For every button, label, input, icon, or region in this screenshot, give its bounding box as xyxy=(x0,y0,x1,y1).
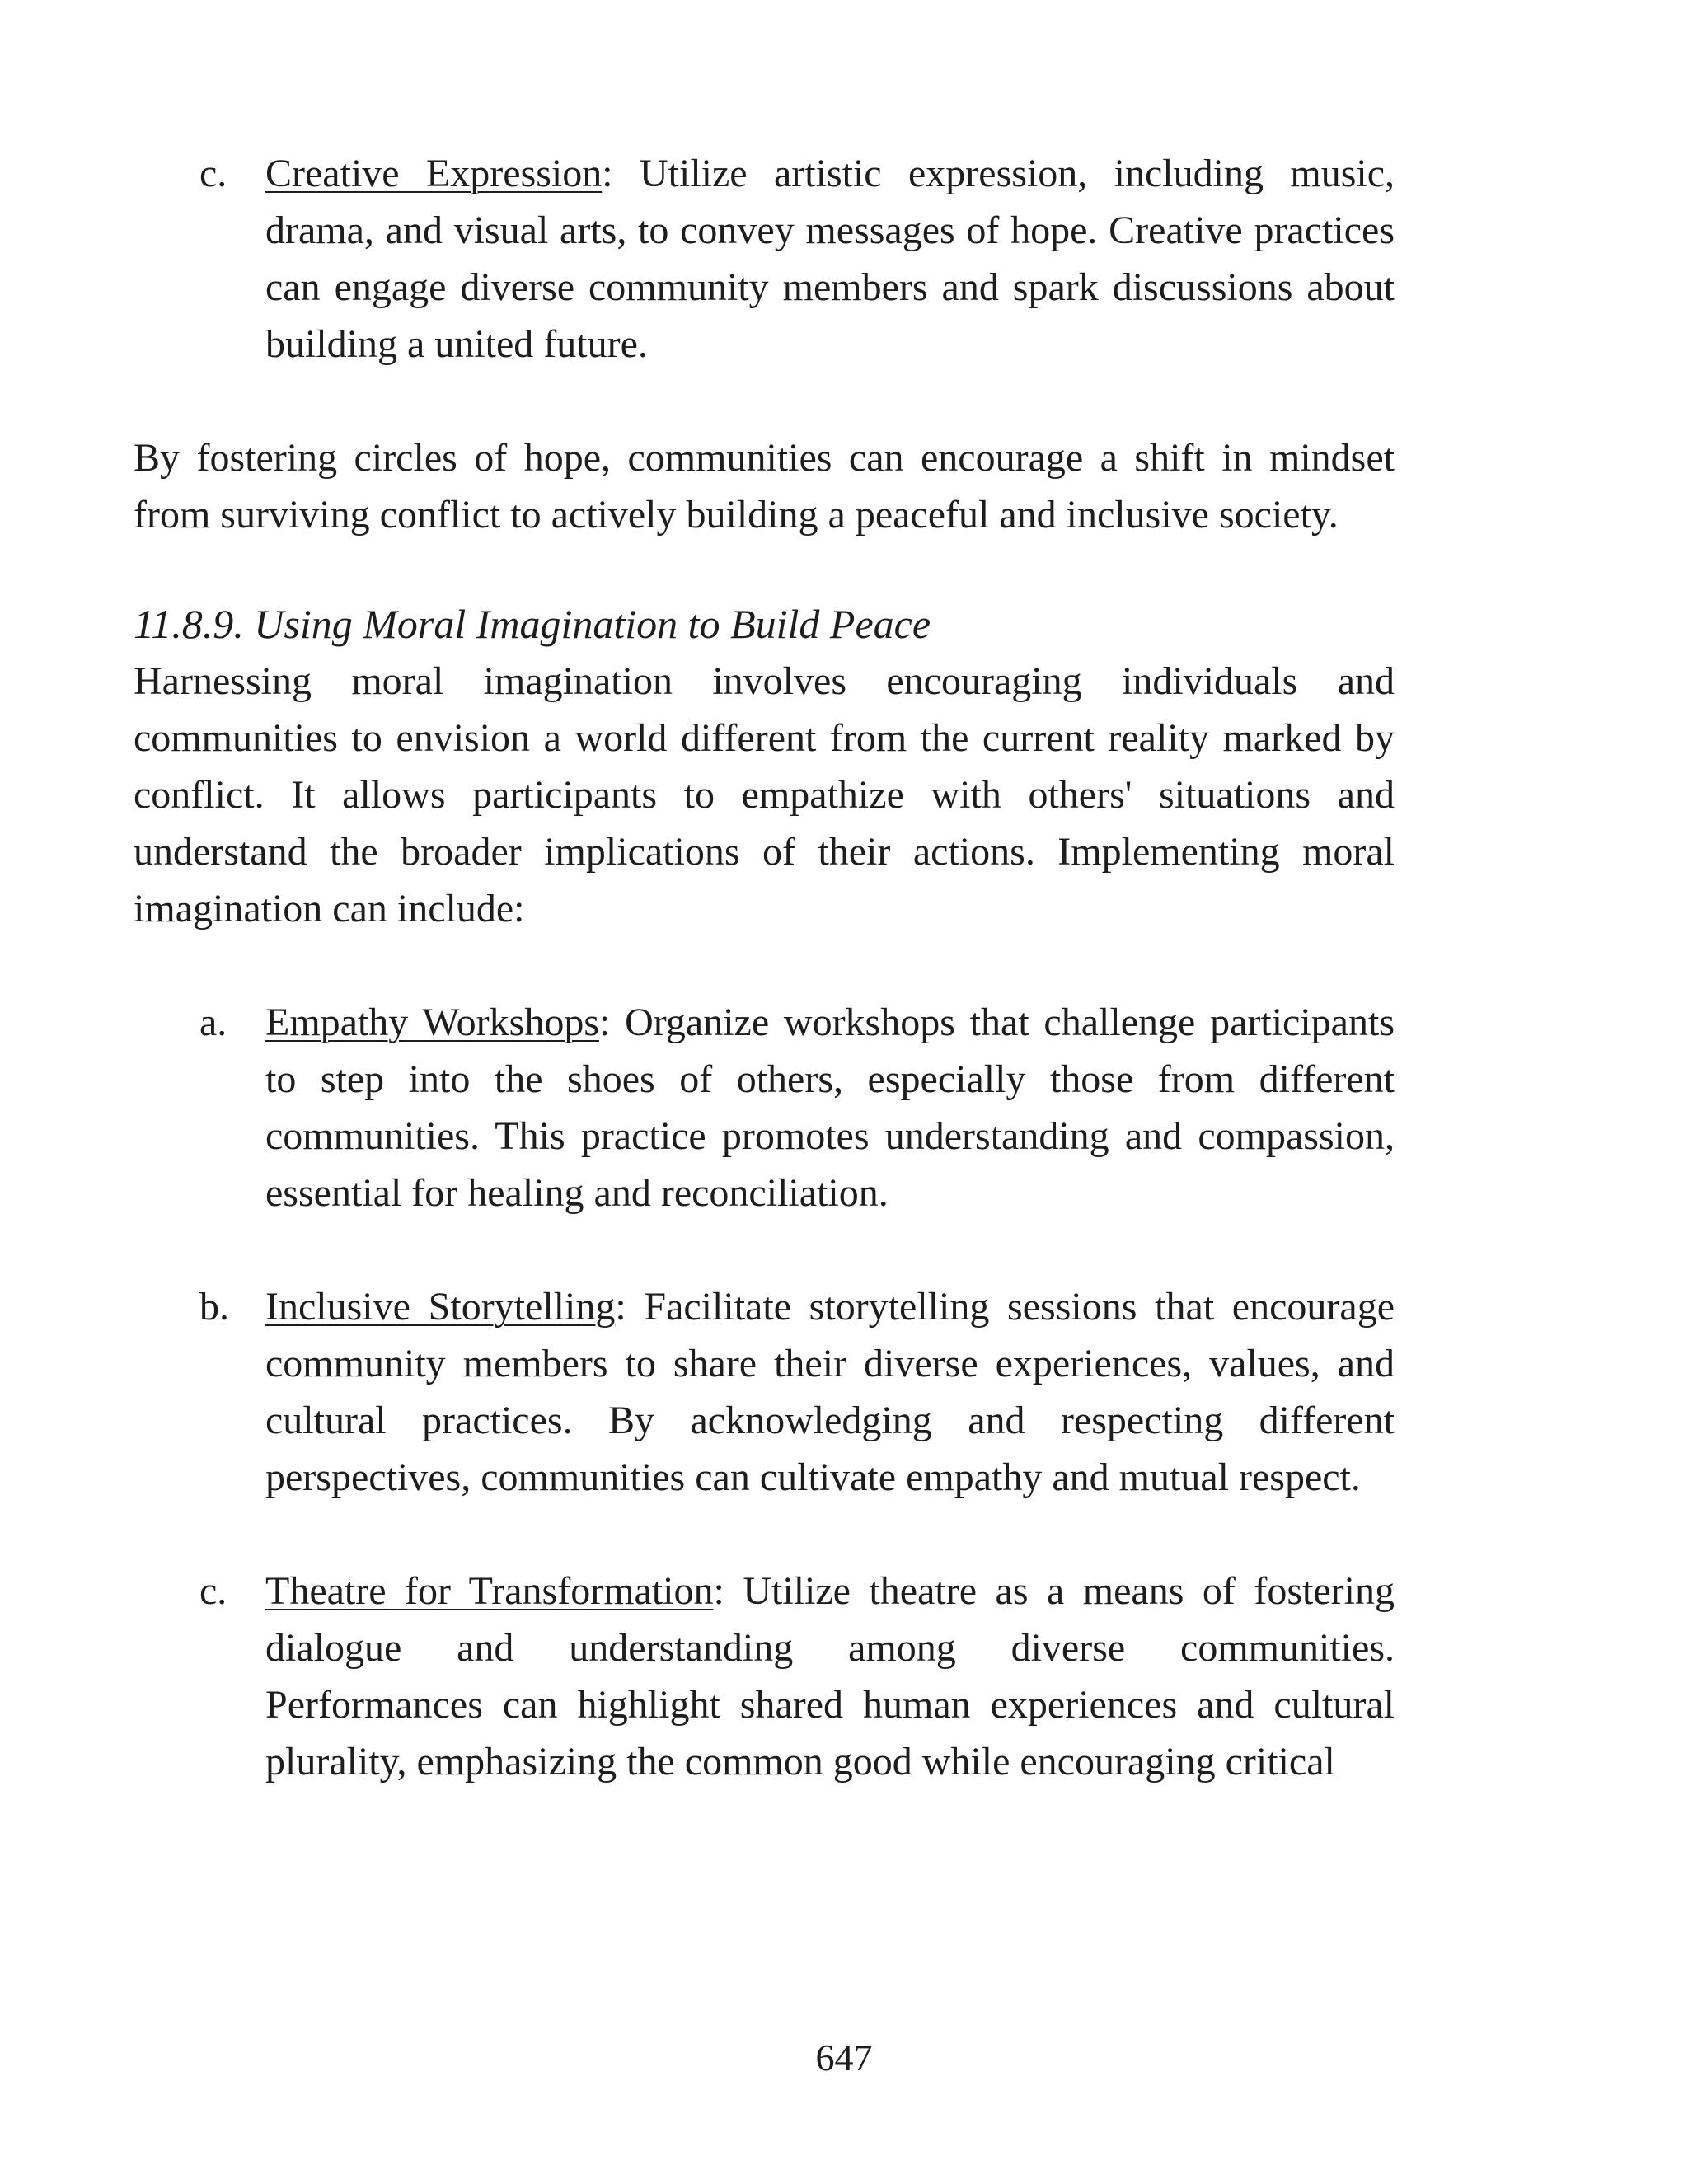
page-number: 647 xyxy=(815,2036,873,2079)
page-content xyxy=(134,145,1395,1790)
list-term: Empathy Workshops xyxy=(265,1001,599,1044)
list-term: Creative Expression xyxy=(265,152,603,195)
list-item-theatre-for-transformation xyxy=(134,1563,1395,1790)
list-text: : Organize workshops that challenge participants to step into the shoes of others, especially those from different communities. This practice promotes understanding and compassion, essential for healing and reconciliation. xyxy=(265,1001,1395,1215)
list-text: : Facilitate storytelling sessions that encourage community members to share their diverse experiences, values, and cultural practices. By acknowledging and respecting different perspectives, communities can cultivate empathy and mutual respect. xyxy=(265,1285,1395,1499)
list-marker: a. xyxy=(199,1001,227,1044)
list-text: : Utilize artistic expression, including music, drama, and visual arts, to convey messages of hope. Creative practices can engage diverse community members and spark discussions about building a united future. xyxy=(265,152,1395,366)
list-item-creative-expression xyxy=(134,145,1395,373)
list-term: Inclusive Storytelling xyxy=(265,1285,616,1329)
list-item-empathy-workshops xyxy=(134,994,1395,1221)
list-marker: b. xyxy=(199,1285,229,1329)
list-marker: c. xyxy=(199,1569,227,1613)
section-heading: 11.8.9. Using Moral Imagination to Build Peace xyxy=(134,601,931,647)
list-term: Theatre for Transformation xyxy=(265,1569,714,1613)
list-item-inclusive-storytelling xyxy=(134,1278,1395,1506)
list-marker: c. xyxy=(199,152,227,195)
section-intro: Harnessing moral imagination involves encouraging individuals and communities to envision a world different from the current reality marked by conflict. It allows participants to empathize with others' situations and understand the broader implications of their actions. Implementing moral imagination can include: xyxy=(134,659,1395,930)
paragraph-circles-of-hope: By fostering circles of hope, communities can encourage a shift in mindset from surviving conflict to actively building a peaceful and inclusive society. xyxy=(134,436,1395,537)
list-text: : Utilize theatre as a means of fostering dialogue and understanding among diverse communities. Performances can highlight shared human experiences and cultural plurality, emphasizing the common good while encouraging critical xyxy=(265,1569,1395,1783)
